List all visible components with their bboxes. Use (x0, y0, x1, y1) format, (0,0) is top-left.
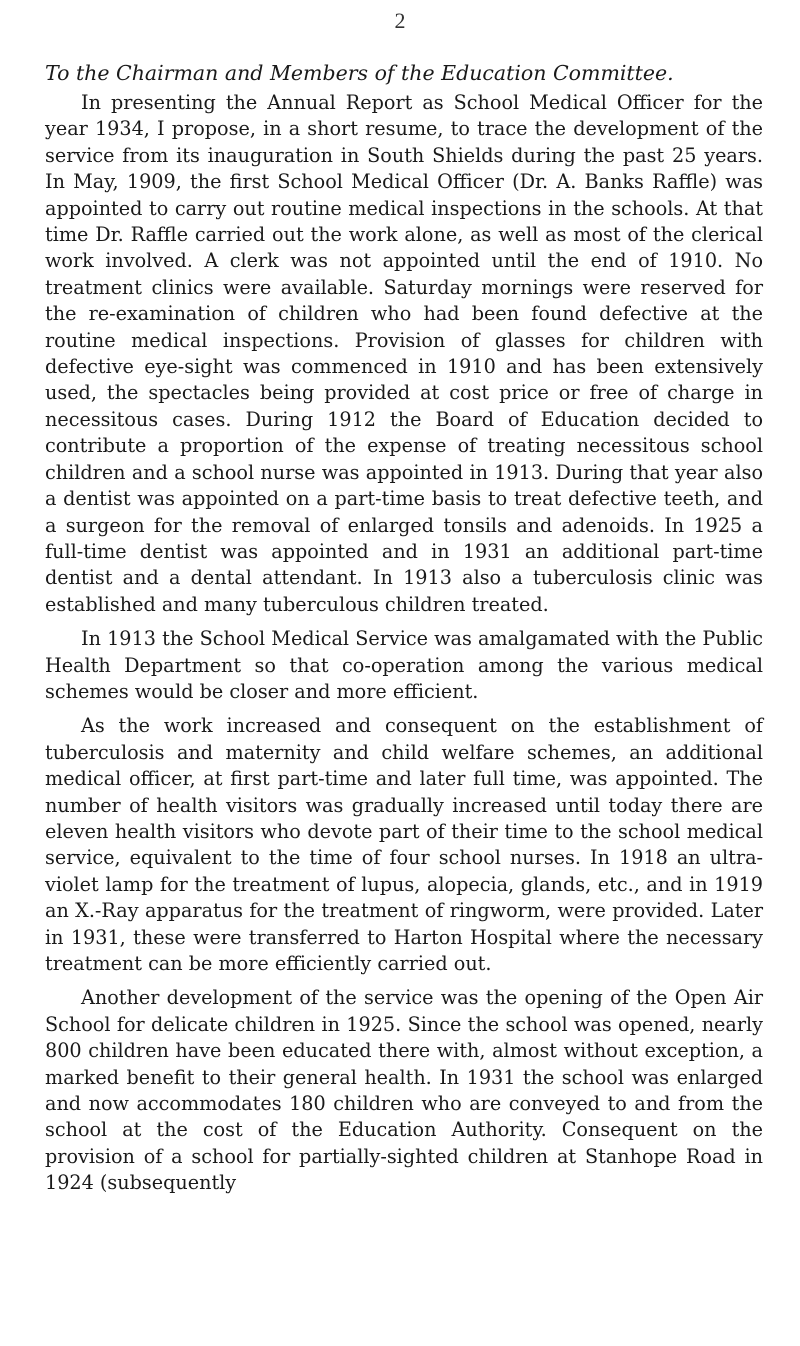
paragraph-staff-expansion: As the work increased and consequent on the establishment of tuberculosis and maternity and child welfare schemes, an additional medical officer, at first part-time and later full time, was appointed. The number of health visitors was gradually increased until today there are eleven health visitors who devote part of their time to the school medical service, equivalent to the time of four school nurses. In 1918 an ultra-violet lamp for the treatment of lupus, alopecia, glands, etc., and in 1919 an X.-Ray apparatus for the treatment of ringworm, were provided. Later in 1931, these were transferred to Harton Hospital where the necessary treatment can be more efficiently carried out. (45, 714, 763, 975)
paragraph-amalgamation: In 1913 the School Medical Service was amalgamated with the Public Health Department so that co-operation among the various medical schemes would be closer and more efficient. (45, 627, 763, 703)
paragraph-history-overview: In presenting the Annual Report as School Medical Officer for the year 1934, I propose, in a short resume, to trace the development of the service from its inauguration in South Shields during the past 25 years. In May, 1909, the first School Medical Officer (Dr. A. Banks Raffle) was appointed to carry out routine medical inspections in the schools. At that time Dr. Raffle carried out the work alone, as well as most of the clerical work involved. A clerk was not appointed until the end of 1910. No treatment clinics were available. Saturday mornings were reserved for the re-examination of children who had been found defective at the routine medical inspections. Provision of glasses for children with defective eye-sight was commenced in 1910 and has been extensively used, the spectacles being provided at cost price or free of charge in necessitous cases. During 1912 the Board of Education decided to contribute a proportion of the expense of treating necessitous school children and a school nurse was appointed in 1913. During that year also a dentist was appointed on a part-time basis to treat defective teeth, and a surgeon for the removal of enlarged tonsils and adenoids. In 1925 a full-time dentist was appointed and in 1931 an additional part-time dentist and a dental attendant. In 1913 also a tuberculosis clinic was established and many tuberculous children treated. (45, 91, 763, 616)
salutation: To the Chairman and Members of the Education Committee. (45, 61, 674, 85)
report-body (45, 58, 763, 1205)
paragraph-open-air-school: Another development of the service was the opening of the Open Air School for delicate children in 1925. Since the school was opened, nearly 800 children have been educated there with, almost without exception, a marked benefit to their general health. In 1931 the school was enlarged and now accommodates 180 children who are conveyed to and from the school at the cost of the Education Authority. Consequent on the provision of a school for partially-sighted children at Stanhope Road in 1924 (subsequently (45, 986, 763, 1195)
page-number: 2 (394, 8, 406, 33)
